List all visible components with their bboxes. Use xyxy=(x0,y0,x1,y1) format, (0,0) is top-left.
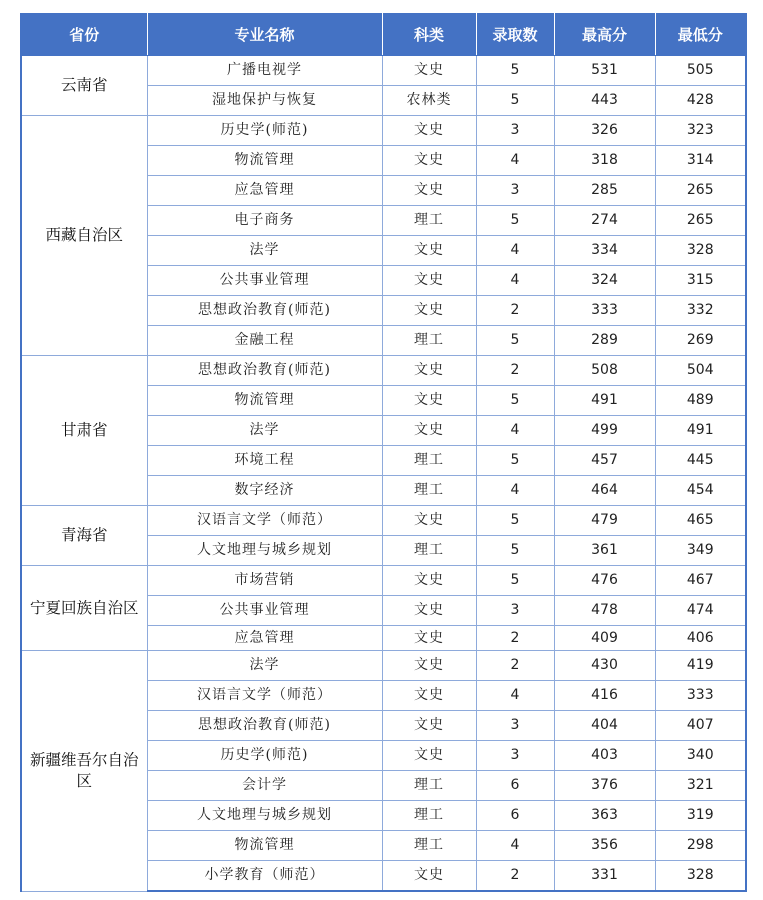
min-score-cell: 505 xyxy=(655,56,746,86)
min-score-cell: 328 xyxy=(655,861,746,892)
admitted-cell: 4 xyxy=(476,476,554,506)
category-cell: 文史 xyxy=(382,741,476,771)
max-score-cell: 404 xyxy=(554,711,655,741)
category-cell: 理工 xyxy=(382,206,476,236)
min-score-cell: 269 xyxy=(655,326,746,356)
min-score-cell: 454 xyxy=(655,476,746,506)
major-cell: 应急管理 xyxy=(147,176,382,206)
admitted-cell: 5 xyxy=(476,446,554,476)
admitted-cell: 5 xyxy=(476,506,554,536)
major-cell: 公共事业管理 xyxy=(147,596,382,626)
major-cell: 汉语言文学（师范） xyxy=(147,506,382,536)
admitted-cell: 6 xyxy=(476,801,554,831)
category-cell: 文史 xyxy=(382,266,476,296)
province-cell: 新疆维吾尔自治区 xyxy=(21,651,147,892)
min-score-cell: 314 xyxy=(655,146,746,176)
max-score-cell: 457 xyxy=(554,446,655,476)
max-score-cell: 363 xyxy=(554,801,655,831)
header-major: 专业名称 xyxy=(147,14,382,56)
category-cell: 文史 xyxy=(382,626,476,651)
major-cell: 历史学(师范) xyxy=(147,116,382,146)
min-score-cell: 332 xyxy=(655,296,746,326)
category-cell: 文史 xyxy=(382,711,476,741)
category-cell: 文史 xyxy=(382,146,476,176)
major-cell: 法学 xyxy=(147,416,382,446)
max-score-cell: 430 xyxy=(554,651,655,681)
admitted-cell: 5 xyxy=(476,326,554,356)
category-cell: 文史 xyxy=(382,176,476,206)
major-cell: 小学教育（师范） xyxy=(147,861,382,892)
max-score-cell: 285 xyxy=(554,176,655,206)
category-cell: 理工 xyxy=(382,326,476,356)
min-score-cell: 333 xyxy=(655,681,746,711)
max-score-cell: 478 xyxy=(554,596,655,626)
category-cell: 文史 xyxy=(382,566,476,596)
table-row xyxy=(21,651,746,681)
category-cell: 文史 xyxy=(382,56,476,86)
table-row xyxy=(21,356,746,386)
max-score-cell: 403 xyxy=(554,741,655,771)
max-score-cell: 479 xyxy=(554,506,655,536)
admitted-cell: 4 xyxy=(476,681,554,711)
major-cell: 应急管理 xyxy=(147,626,382,651)
major-cell: 金融工程 xyxy=(147,326,382,356)
admitted-cell: 4 xyxy=(476,146,554,176)
admitted-cell: 3 xyxy=(476,596,554,626)
category-cell: 文史 xyxy=(382,681,476,711)
major-cell: 人文地理与城乡规划 xyxy=(147,536,382,566)
min-score-cell: 319 xyxy=(655,801,746,831)
max-score-cell: 499 xyxy=(554,416,655,446)
category-cell: 文史 xyxy=(382,296,476,326)
max-score-cell: 531 xyxy=(554,56,655,86)
table-row xyxy=(21,566,746,596)
table-row xyxy=(21,56,746,86)
category-cell: 文史 xyxy=(382,651,476,681)
table-row xyxy=(21,116,746,146)
max-score-cell: 361 xyxy=(554,536,655,566)
admitted-cell: 5 xyxy=(476,56,554,86)
admitted-cell: 2 xyxy=(476,296,554,326)
table-row xyxy=(21,506,746,536)
province-cell: 甘肃省 xyxy=(21,356,147,506)
major-cell: 物流管理 xyxy=(147,386,382,416)
min-score-cell: 465 xyxy=(655,506,746,536)
category-cell: 文史 xyxy=(382,356,476,386)
header-category: 科类 xyxy=(382,14,476,56)
min-score-cell: 298 xyxy=(655,831,746,861)
province-cell: 宁夏回族自治区 xyxy=(21,566,147,651)
major-cell: 思想政治教育(师范) xyxy=(147,711,382,741)
admitted-cell: 5 xyxy=(476,566,554,596)
min-score-cell: 349 xyxy=(655,536,746,566)
admitted-cell: 5 xyxy=(476,86,554,116)
major-cell: 电子商务 xyxy=(147,206,382,236)
category-cell: 文史 xyxy=(382,861,476,892)
admitted-cell: 5 xyxy=(476,536,554,566)
category-cell: 农林类 xyxy=(382,86,476,116)
admitted-cell: 4 xyxy=(476,416,554,446)
min-score-cell: 504 xyxy=(655,356,746,386)
min-score-cell: 321 xyxy=(655,771,746,801)
admitted-cell: 2 xyxy=(476,651,554,681)
max-score-cell: 318 xyxy=(554,146,655,176)
province-cell: 青海省 xyxy=(21,506,147,566)
province-cell: 西藏自治区 xyxy=(21,116,147,356)
min-score-cell: 445 xyxy=(655,446,746,476)
admitted-cell: 4 xyxy=(476,236,554,266)
min-score-cell: 428 xyxy=(655,86,746,116)
admitted-cell: 3 xyxy=(476,176,554,206)
admitted-cell: 3 xyxy=(476,711,554,741)
max-score-cell: 289 xyxy=(554,326,655,356)
category-cell: 文史 xyxy=(382,596,476,626)
min-score-cell: 340 xyxy=(655,741,746,771)
admitted-cell: 3 xyxy=(476,116,554,146)
major-cell: 法学 xyxy=(147,236,382,266)
category-cell: 理工 xyxy=(382,536,476,566)
min-score-cell: 265 xyxy=(655,206,746,236)
admitted-cell: 2 xyxy=(476,861,554,892)
admitted-cell: 2 xyxy=(476,626,554,651)
min-score-cell: 406 xyxy=(655,626,746,651)
major-cell: 物流管理 xyxy=(147,146,382,176)
max-score-cell: 464 xyxy=(554,476,655,506)
major-cell: 人文地理与城乡规划 xyxy=(147,801,382,831)
category-cell: 理工 xyxy=(382,831,476,861)
admitted-cell: 4 xyxy=(476,266,554,296)
max-score-cell: 324 xyxy=(554,266,655,296)
header-row xyxy=(21,14,746,56)
major-cell: 会计学 xyxy=(147,771,382,801)
major-cell: 思想政治教育(师范) xyxy=(147,296,382,326)
category-cell: 文史 xyxy=(382,116,476,146)
min-score-cell: 489 xyxy=(655,386,746,416)
min-score-cell: 491 xyxy=(655,416,746,446)
min-score-cell: 419 xyxy=(655,651,746,681)
major-cell: 数字经济 xyxy=(147,476,382,506)
min-score-cell: 467 xyxy=(655,566,746,596)
max-score-cell: 376 xyxy=(554,771,655,801)
header-min-score: 最低分 xyxy=(655,14,746,56)
min-score-cell: 328 xyxy=(655,236,746,266)
category-cell: 文史 xyxy=(382,236,476,266)
admitted-cell: 2 xyxy=(476,356,554,386)
min-score-cell: 407 xyxy=(655,711,746,741)
major-cell: 历史学(师范) xyxy=(147,741,382,771)
min-score-cell: 265 xyxy=(655,176,746,206)
max-score-cell: 508 xyxy=(554,356,655,386)
category-cell: 理工 xyxy=(382,771,476,801)
province-cell: 云南省 xyxy=(21,56,147,116)
admitted-cell: 5 xyxy=(476,206,554,236)
category-cell: 文史 xyxy=(382,506,476,536)
admission-table xyxy=(20,13,747,892)
max-score-cell: 326 xyxy=(554,116,655,146)
max-score-cell: 443 xyxy=(554,86,655,116)
major-cell: 环境工程 xyxy=(147,446,382,476)
major-cell: 广播电视学 xyxy=(147,56,382,86)
max-score-cell: 331 xyxy=(554,861,655,892)
min-score-cell: 323 xyxy=(655,116,746,146)
min-score-cell: 474 xyxy=(655,596,746,626)
header-max-score: 最高分 xyxy=(554,14,655,56)
max-score-cell: 416 xyxy=(554,681,655,711)
admitted-cell: 6 xyxy=(476,771,554,801)
category-cell: 理工 xyxy=(382,476,476,506)
admitted-cell: 5 xyxy=(476,386,554,416)
category-cell: 文史 xyxy=(382,416,476,446)
major-cell: 物流管理 xyxy=(147,831,382,861)
major-cell: 市场营销 xyxy=(147,566,382,596)
max-score-cell: 356 xyxy=(554,831,655,861)
max-score-cell: 334 xyxy=(554,236,655,266)
admitted-cell: 4 xyxy=(476,831,554,861)
category-cell: 文史 xyxy=(382,386,476,416)
major-cell: 湿地保护与恢复 xyxy=(147,86,382,116)
max-score-cell: 274 xyxy=(554,206,655,236)
max-score-cell: 409 xyxy=(554,626,655,651)
major-cell: 法学 xyxy=(147,651,382,681)
max-score-cell: 333 xyxy=(554,296,655,326)
header-admitted: 录取数 xyxy=(476,14,554,56)
category-cell: 理工 xyxy=(382,446,476,476)
major-cell: 公共事业管理 xyxy=(147,266,382,296)
header-province: 省份 xyxy=(21,14,147,56)
max-score-cell: 491 xyxy=(554,386,655,416)
major-cell: 思想政治教育(师范) xyxy=(147,356,382,386)
major-cell: 汉语言文学（师范） xyxy=(147,681,382,711)
min-score-cell: 315 xyxy=(655,266,746,296)
category-cell: 理工 xyxy=(382,801,476,831)
max-score-cell: 476 xyxy=(554,566,655,596)
admitted-cell: 3 xyxy=(476,741,554,771)
